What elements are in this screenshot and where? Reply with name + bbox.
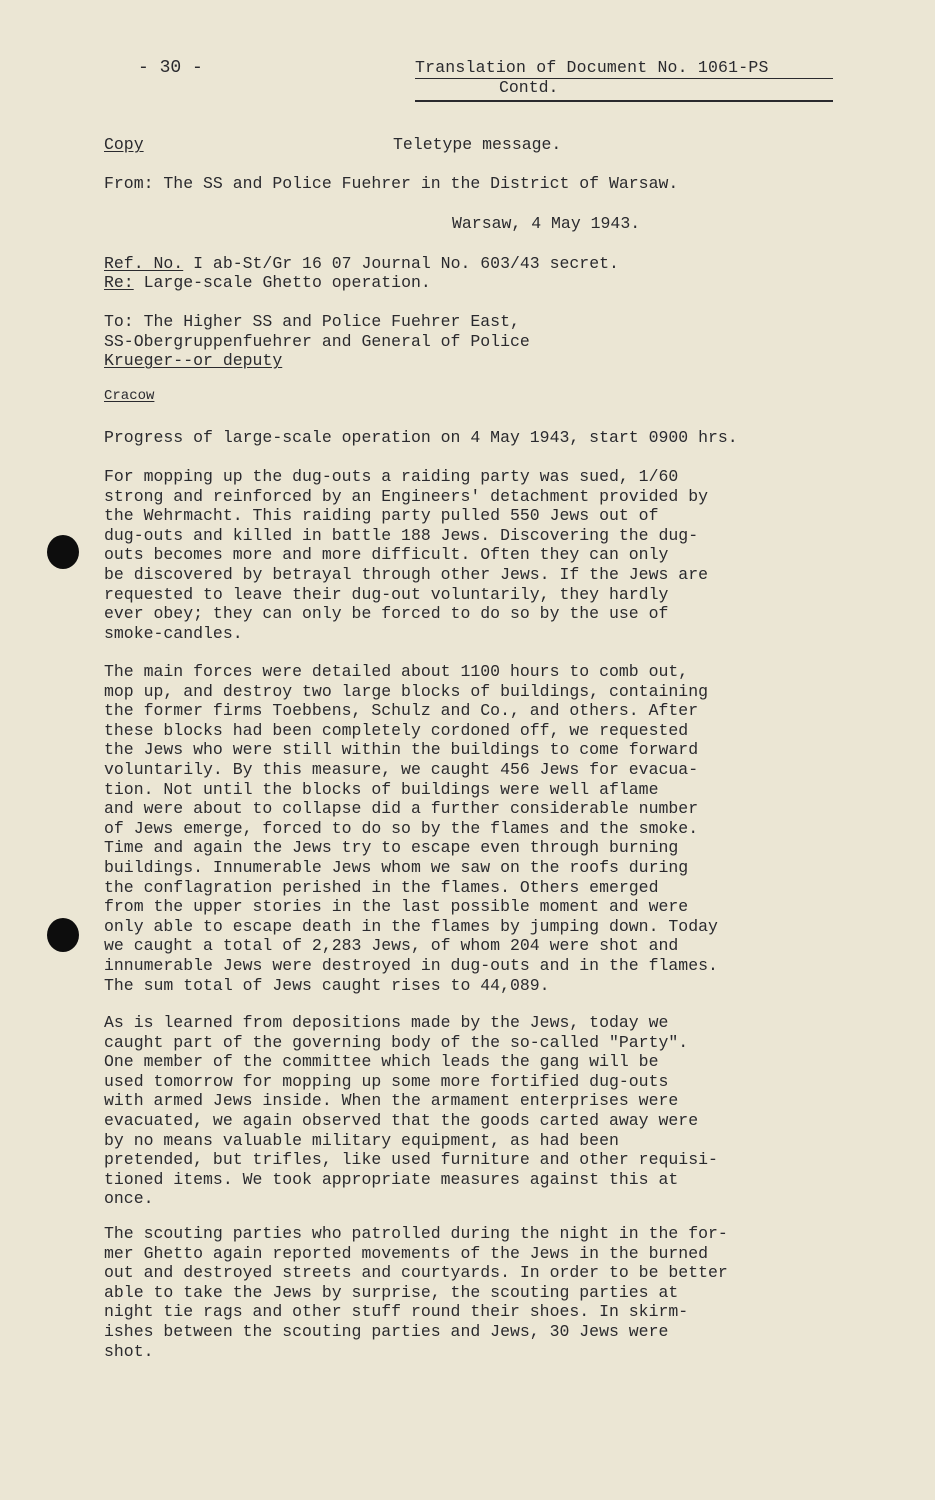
text-line: dug-outs and killed in battle 188 Jews. Discovering the dug-	[104, 525, 699, 545]
header-title: Translation of Document No. 1061-PS	[415, 58, 769, 77]
text-line: and were about to collapse did a further considerable number	[104, 799, 699, 819]
text-line: the Jews who were still within the buildings to come forward	[104, 740, 699, 760]
from-line: From: The SS and Police Fuehrer in the District of Warsaw.	[104, 174, 679, 193]
paragraph-1	[104, 467, 844, 643]
message-type: Teletype message.	[393, 135, 562, 154]
translation-header	[415, 58, 833, 102]
text-line: of Jews emerge, forced to do so by the flames and the smoke.	[104, 818, 699, 838]
text-line: the former firms Toebbens, Schulz and Co., and others. After	[104, 701, 699, 721]
paragraph-4	[104, 1224, 844, 1361]
text-line: One member of the committee which leads the gang will be	[104, 1052, 659, 1072]
text-line: smoke-candles.	[104, 623, 243, 643]
text-line: The sum total of Jews caught rises to 44,089.	[104, 975, 550, 995]
text-line: only able to escape death in the flames by jumping down. Today	[104, 916, 718, 936]
punch-hole	[47, 535, 79, 569]
text-line: the conflagration perished in the flames. Others emerged	[104, 877, 659, 897]
text-line: once.	[104, 1189, 154, 1209]
addressee-line: Krueger--or deputy	[104, 351, 283, 371]
progress-line: Progress of large-scale operation on 4 May 1943, start 0900 hrs.	[104, 428, 738, 447]
ref-text: I ab-St/Gr 16 07 Journal No. 603/43 secret.	[193, 254, 619, 273]
re-text: Large-scale Ghetto operation.	[143, 273, 431, 292]
text-line: caught part of the governing body of the so-called "Party".	[104, 1032, 689, 1052]
dateline: Warsaw, 4 May 1943.	[452, 214, 641, 233]
text-line: these blocks had been completely cordoned off, we requested	[104, 720, 689, 740]
text-line: voluntarily. By this measure, we caught 456 Jews for evacua-	[104, 759, 699, 779]
ref-label: Ref. No.	[104, 254, 184, 273]
text-line: evacuated, we again observed that the goods carted away were	[104, 1110, 699, 1130]
text-line: with armed Jews inside. When the armament enterprises were	[104, 1091, 679, 1111]
text-line: requested to leave their dug-out voluntarily, they hardly	[104, 584, 669, 604]
text-line: be discovered by betrayal through other Jews. If the Jews are	[104, 564, 708, 584]
text-line: tion. Not until the blocks of buildings were well aflame	[104, 779, 659, 799]
text-line: innumerable Jews were destroyed in dug-outs and in the flames.	[104, 955, 718, 975]
punch-hole	[47, 918, 79, 952]
text-line: we caught a total of 2,283 Jews, of whom 204 were shot and	[104, 936, 679, 956]
place-cracow: Cracow	[104, 388, 155, 404]
text-line: The main forces were detailed about 1100 hours to comb out,	[104, 662, 689, 681]
text-line: As is learned from depositions made by the Jews, today we	[104, 1013, 669, 1032]
paragraph-2	[104, 662, 844, 995]
text-line: Time and again the Jews try to escape even through burning	[104, 838, 679, 858]
text-line: outs becomes more and more difficult. Often they can only	[104, 545, 669, 565]
text-line: from the upper stories in the last possible moment and were	[104, 897, 689, 917]
text-line: strong and reinforced by an Engineers' detachment provided by	[104, 486, 708, 506]
text-line: ever obey; they can only be forced to do so by the use of	[104, 604, 669, 624]
text-line: by no means valuable military equipment, as had been	[104, 1130, 619, 1150]
text-line: mop up, and destroy two large blocks of buildings, containing	[104, 681, 708, 701]
re-line	[104, 273, 431, 292]
text-line: pretended, but trifles, like used furniture and other requisi-	[104, 1150, 718, 1170]
text-line: For mopping up the dug-outs a raiding party was sued, 1/60	[104, 467, 679, 486]
text-line: used tomorrow for mopping up some more fortified dug-outs	[104, 1071, 669, 1091]
text-line: mer Ghetto again reported movements of the Jews in the burned	[104, 1243, 708, 1263]
text-line: ishes between the scouting parties and Jews, 30 Jews were	[104, 1321, 669, 1341]
text-line: able to take the Jews by surprise, the scouting parties at	[104, 1282, 679, 1302]
text-line: night tie rags and other stuff round their shoes. In skirm-	[104, 1302, 689, 1322]
text-line: shot.	[104, 1341, 154, 1361]
copy-label: Copy	[104, 135, 144, 154]
header-contd: Contd.	[499, 78, 559, 97]
addressee-block	[104, 312, 844, 371]
text-line: The scouting parties who patrolled during the night in the for-	[104, 1224, 728, 1243]
text-line: the Wehrmacht. This raiding party pulled 550 Jews out of	[104, 506, 659, 526]
addressee-line: SS-Obergruppenfuehrer and General of Police	[104, 331, 530, 351]
text-line: tioned items. We took appropriate measures against this at	[104, 1169, 679, 1189]
ref-line	[104, 254, 619, 273]
page-number: - 30 -	[138, 58, 203, 78]
addressee-line: To: The Higher SS and Police Fuehrer East,	[104, 312, 520, 331]
paragraph-3	[104, 1013, 844, 1209]
text-line: out and destroyed streets and courtyards. In order to be better	[104, 1263, 728, 1283]
header-rule-bottom	[415, 100, 833, 102]
text-line: buildings. Innumerable Jews whom we saw on the roofs during	[104, 857, 689, 877]
re-label: Re:	[104, 273, 134, 292]
